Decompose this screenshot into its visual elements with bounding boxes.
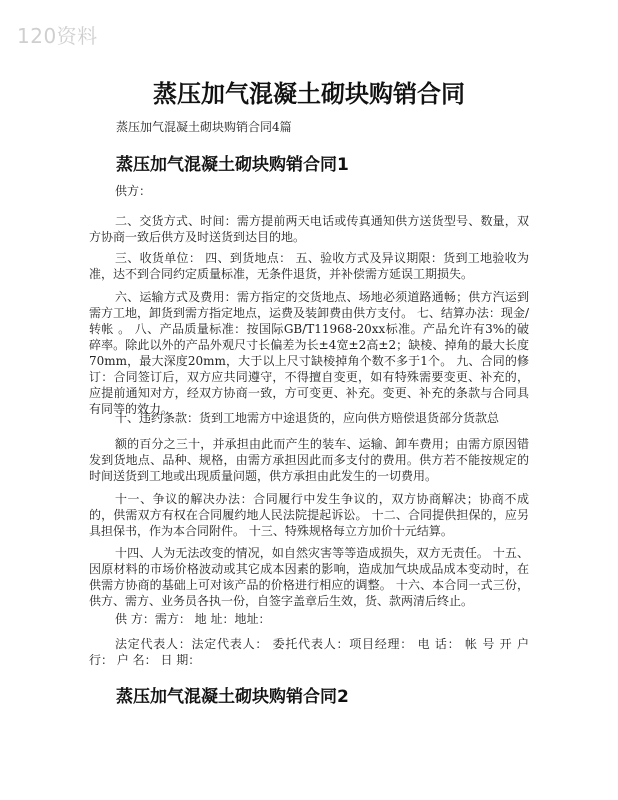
paragraph-signature-representatives: 法定代表人：法定代表人： 委托代表人：项目经理： 电 话： 帐 号 开 户 行： 户 名： 日 期：	[89, 637, 529, 667]
watermark: 120资料	[17, 24, 98, 48]
section-heading-2: 蒸压加气混凝土砌块购销合同2	[116, 687, 349, 707]
document-title: 蒸压加气混凝土砌块购销合同	[153, 80, 465, 108]
paragraph-delivery: 二、交货方式、时间：需方提前两天电话或传真通知供方送货型号、数量，双方协商一致后供方及时送货到达目的地。	[89, 214, 529, 244]
paragraph-receipt: 三、收货单位： 四、到货地点： 五、验收方式及异议期限：货到工地验收为准，达不到合同约定质量标准，无条件退货，并补偿需方延误工期损失。	[89, 251, 529, 281]
paragraph-breach: 十、违约条款：货到工地需方中途退货的，应向供方赔偿退货部分货款总	[115, 411, 500, 425]
paragraph-dispute: 十一、争议的解决办法：合同履行中发生争议的，双方协商解决；协商不成的，供需双方有权在合同履约地人民法院提起诉讼。 十二、合同提供担保的，应另具担保书，作为本合同附件。 十三、特殊规格每立方加价十元结算。	[89, 492, 529, 538]
document-subtitle: 蒸压加气混凝土砌块购销合同4篇	[116, 120, 292, 134]
paragraph-supplier: 供方：	[115, 184, 152, 198]
paragraph-transport: 六、运输方式及费用：需方指定的交货地点、场地必须道路通畅；供方汽运到需方工地，卸货到需方指定地点，运费及装卸费由供方支付。 七、结算办法：现金/转帐 。 八、产品质量标准：按国际GB/T11968-20xx标准。产品允许有3%的破碎率。除此以外的产品外观尺寸长偏差为长±4宽±2高±2；缺棱、掉角的最大长度70mm，最大深度20mm，大于以上尺寸缺棱掉角个数不多于1个。 九、合同的修订：合同签订后，双方应共同遵守，不得擅自变更，如有特殊需要变更、补充的，应提前通知对方，经双方协商一致，方可变更、补充。变更、补充的条款与合同具有同等的效力。	[89, 290, 529, 416]
section-heading-1: 蒸压加气混凝土砌块购销合同1	[116, 155, 349, 175]
paragraph-signature-address: 供 方：需方： 地 址：地址：	[115, 612, 271, 626]
paragraph-breach-cont: 额的百分之三十，并承担由此而产生的装车、运输、卸车费用；由需方原因错发到货地点、品种、规格，由需方承担因此而多支付的费用。供方若不能按规定的时间送货到工地或出现质量问题，供方承担由此发生的一切费用。	[89, 437, 529, 483]
paragraph-force-majeure: 十四、人为无法改变的情况，如自然灾害等等造成损失，双方无责任。 十五、因原材料的市场价格波动或其它成本因素的影响，造成加气块成品成本变动时，在供需方协商的基础上可对该产品的价格进行相应的调整。 十六、本合同一式三份，供方、需方、业务员各执一份，自签字盖章后生效，货、款两清后终止。	[89, 546, 529, 608]
